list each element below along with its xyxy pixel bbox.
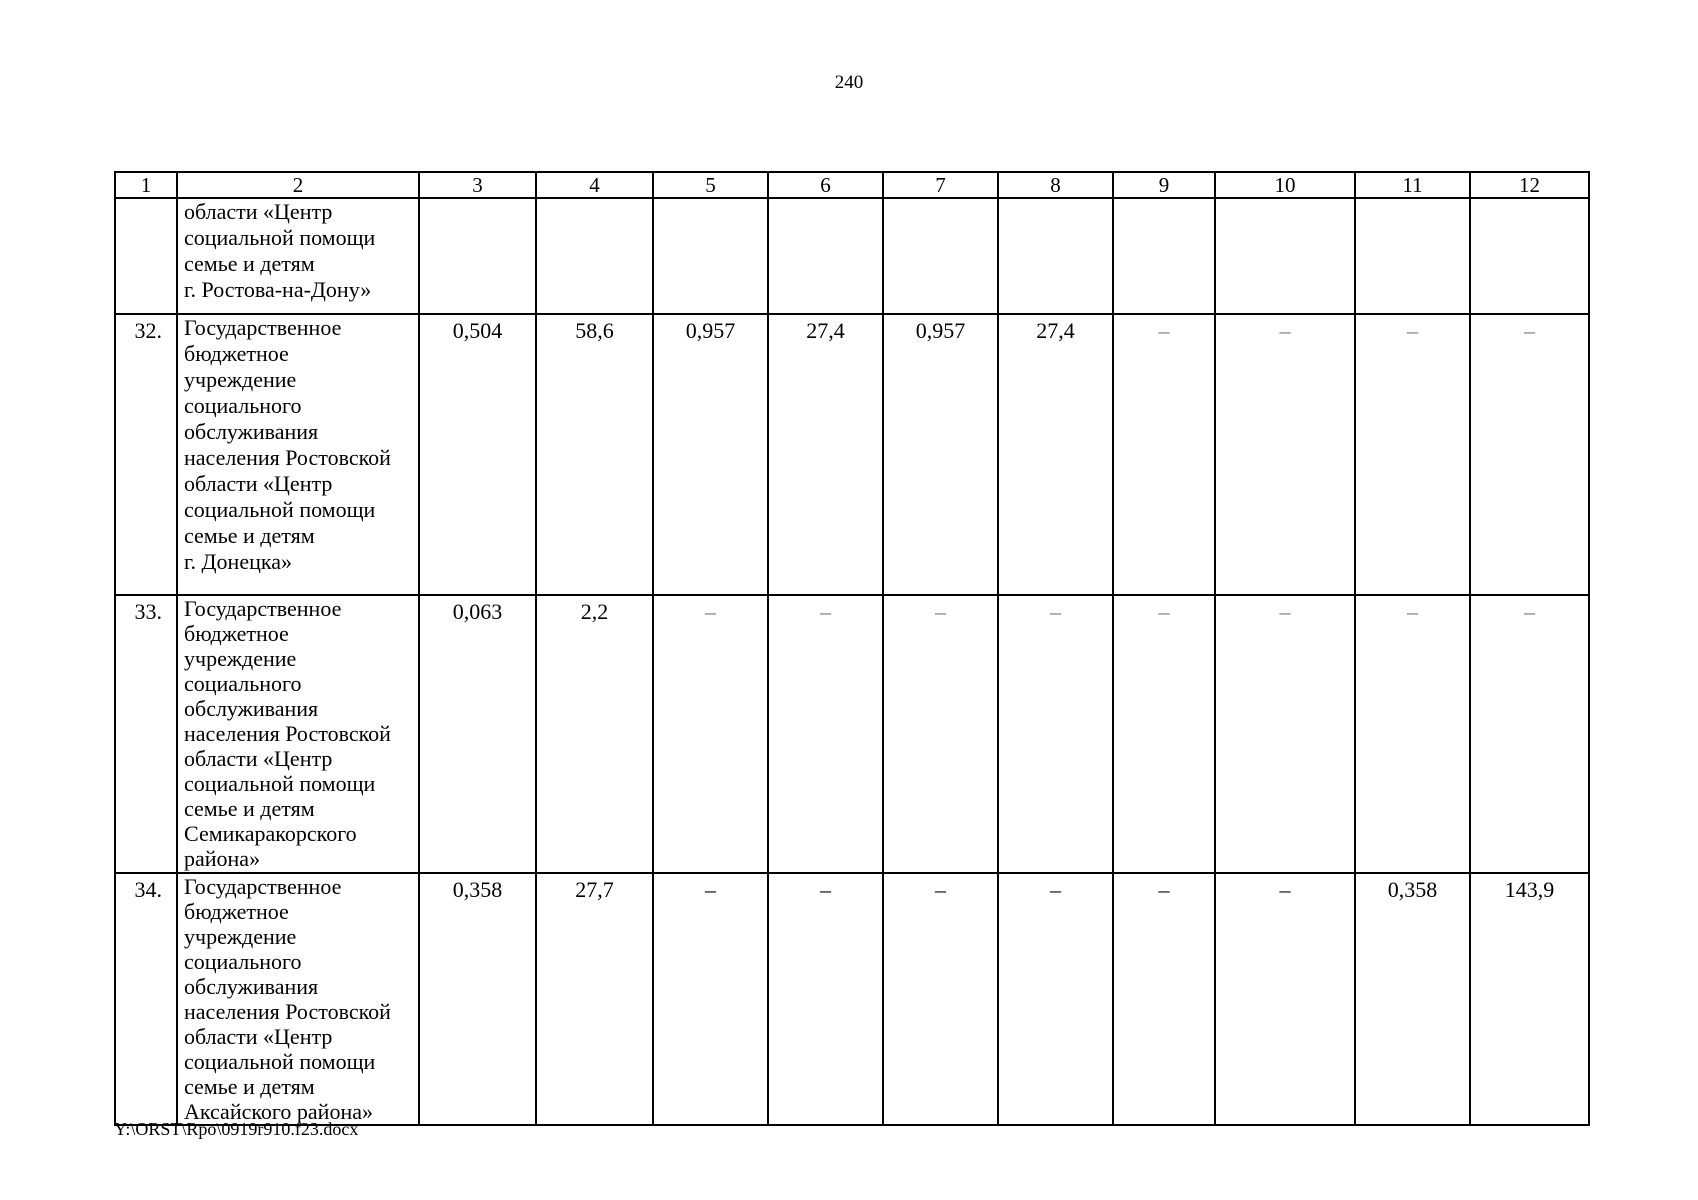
column-header: 10 [1215,172,1355,198]
value-cell: – [653,595,768,873]
row-number: 34. [115,873,177,1125]
page-number: 240 [834,72,864,93]
value-cell [1215,198,1355,314]
value-cell: 27,7 [536,873,653,1125]
table-row [115,595,1589,873]
value-cell: – [883,873,998,1125]
value-cell: – [883,595,998,873]
column-header: 6 [768,172,883,198]
value-cell: – [1215,595,1355,873]
value-cell: – [1355,314,1470,595]
data-table [114,171,1590,1126]
institution-name: Государственное бюджетное учреждение социального обслуживания населения Ростовской области «Центр социальной помощи семье и детям г. Донецка» [177,314,419,595]
value-cell [883,198,998,314]
column-header: 1 [115,172,177,198]
value-cell: – [1113,314,1215,595]
column-header: 9 [1113,172,1215,198]
column-header: 3 [419,172,536,198]
institution-name: Государственное бюджетное учреждение социального обслуживания населения Ростовской области «Центр социальной помощи семье и детям Семикаракорского района» [177,595,419,873]
value-cell [419,198,536,314]
row-number: 33. [115,595,177,873]
value-cell: – [768,595,883,873]
value-cell: 0,957 [883,314,998,595]
value-cell: 0,504 [419,314,536,595]
value-cell: 58,6 [536,314,653,595]
value-cell: – [653,873,768,1125]
value-cell [1470,198,1589,314]
value-cell: – [1470,314,1589,595]
value-cell: 0,358 [419,873,536,1125]
value-cell: – [1470,595,1589,873]
column-header: 5 [653,172,768,198]
value-cell: 2,2 [536,595,653,873]
value-cell: – [998,873,1113,1125]
column-header: 8 [998,172,1113,198]
value-cell: – [1113,873,1215,1125]
value-cell: – [1215,314,1355,595]
institution-name: Государственное бюджетное учреждение социального обслуживания населения Ростовской области «Центр социальной помощи семье и детям Аксайского района» [177,873,419,1125]
value-cell: – [768,873,883,1125]
table-row [115,873,1589,1125]
value-cell: – [1113,595,1215,873]
value-cell [536,198,653,314]
value-cell [998,198,1113,314]
value-cell [1355,198,1470,314]
column-header: 4 [536,172,653,198]
file-path-footer: Y:\ORST\Rpo\0919r910.f23.docx [114,1119,359,1139]
table-header-row [115,172,1589,198]
value-cell: – [1215,873,1355,1125]
column-header: 11 [1355,172,1470,198]
institution-name: области «Центр социальной помощи семье и детям г. Ростова-на-Дону» [177,198,419,314]
value-cell: 27,4 [768,314,883,595]
value-cell: 143,9 [1470,873,1589,1125]
row-number: 32. [115,314,177,595]
column-header: 7 [883,172,998,198]
value-cell: 0,358 [1355,873,1470,1125]
value-cell [653,198,768,314]
value-cell: 0,063 [419,595,536,873]
value-cell: – [1355,595,1470,873]
row-number [115,198,177,314]
value-cell: 27,4 [998,314,1113,595]
value-cell [1113,198,1215,314]
table-row [115,314,1589,595]
value-cell: 0,957 [653,314,768,595]
value-cell: – [998,595,1113,873]
column-header: 2 [177,172,419,198]
column-header: 12 [1470,172,1589,198]
value-cell [768,198,883,314]
table-row [115,198,1589,314]
